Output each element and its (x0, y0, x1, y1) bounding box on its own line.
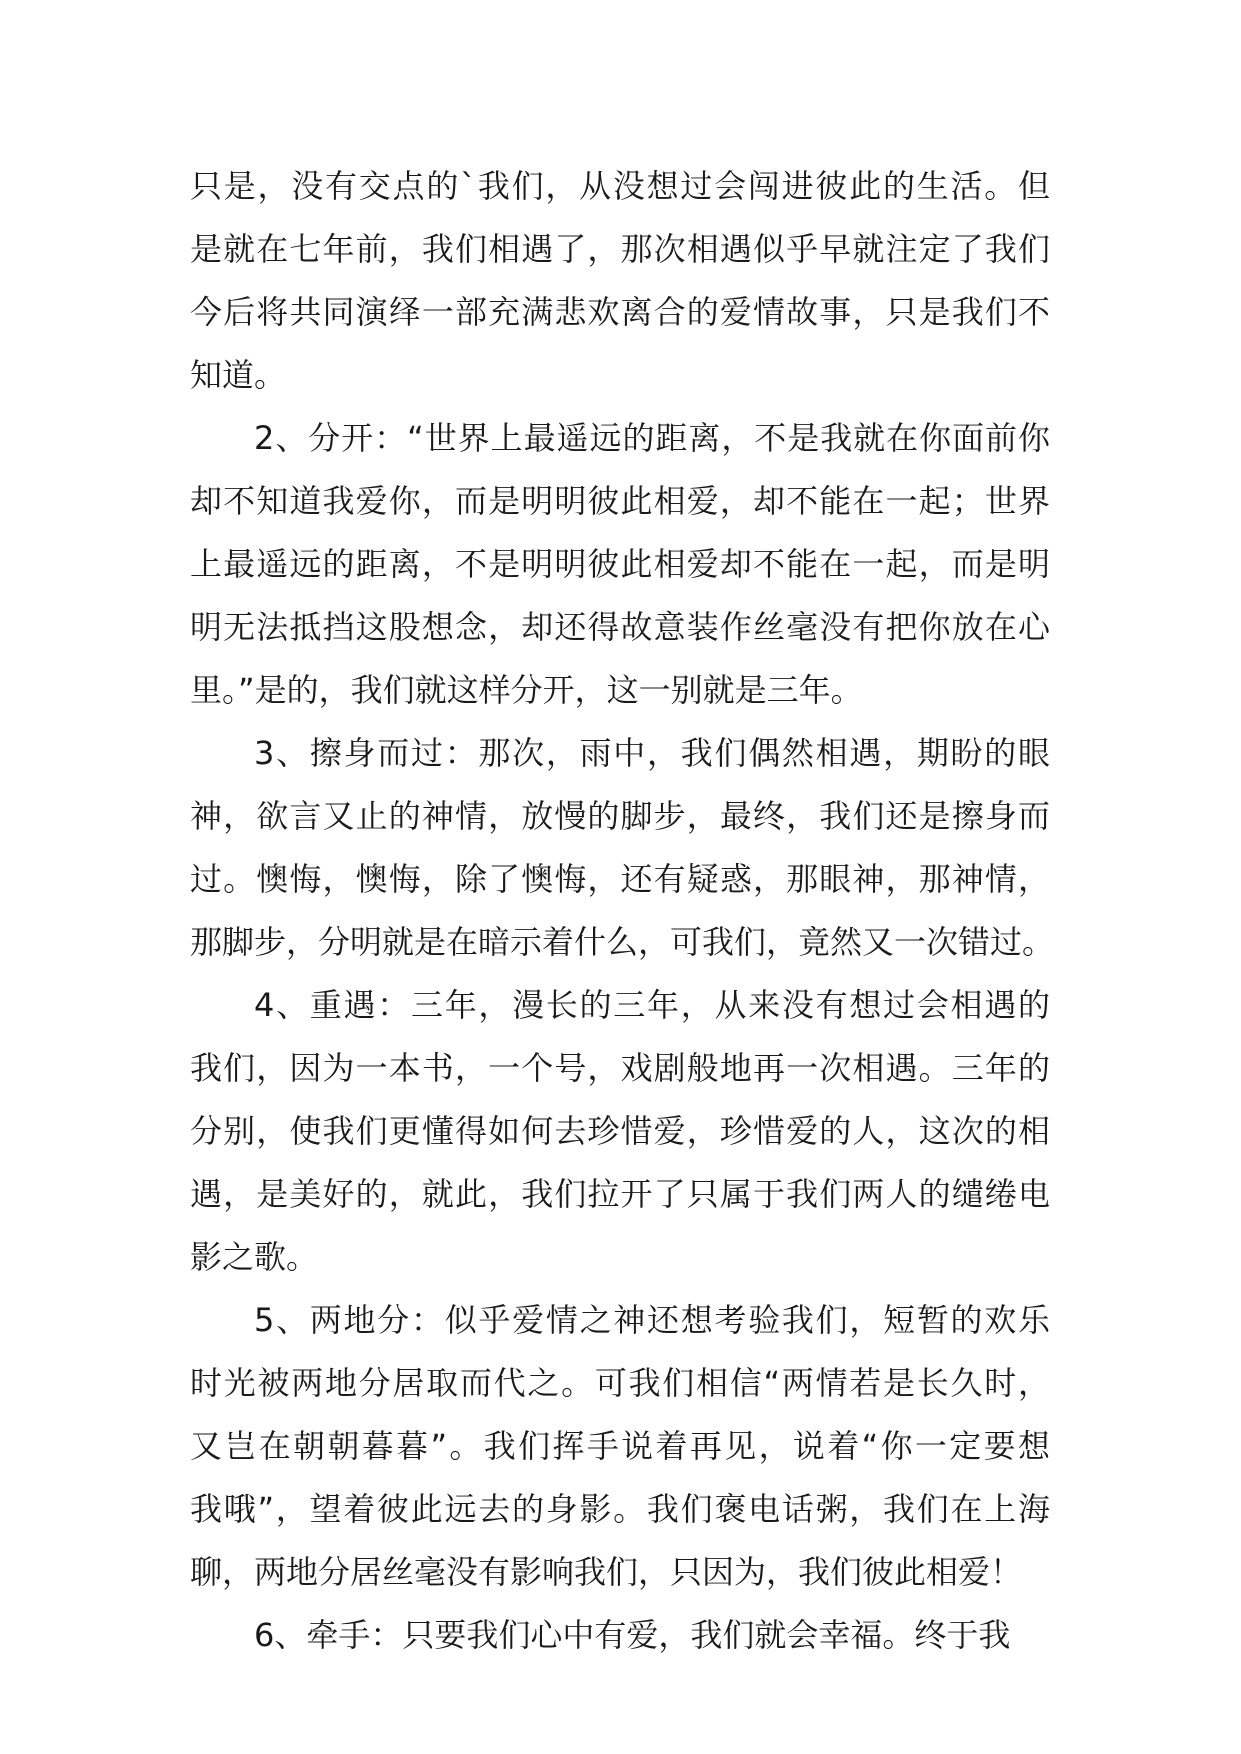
text-line: 是就在七年前，我们相遇了，那次相遇似乎早就注定了我们 (190, 230, 1050, 268)
paragraph-heading-line: 6、牵手：只要我们心中有爱，我们就会幸福。终于我 (254, 1616, 1011, 1654)
text-line: 影之歌。 (190, 1238, 319, 1276)
text-line: 只是，没有交点的`我们，从没想过会闯进彼此的生活。但 (190, 167, 1050, 205)
text-line: 那脚步，分明就是在暗示着什么，可我们，竟然又一次错过。 (190, 923, 1055, 961)
text-line: 聊，两地分居丝毫没有影响我们，只因为，我们彼此相爱！ (190, 1553, 1023, 1591)
text-line: 又岂在朝朝暮暮”。我们挥手说着再见，说着“你一定要想 (190, 1427, 1050, 1465)
text-line: 里。”是的，我们就这样分开，这一别就是三年。 (190, 671, 863, 709)
paragraph-heading-line: 3、擦身而过：那次，雨中，我们偶然相遇，期盼的眼 (254, 734, 1050, 772)
text-line: 却不知道我爱你，而是明明彼此相爱，却不能在一起；世界 (190, 482, 1050, 520)
text-line: 遇，是美好的，就此，我们拉开了只属于我们两人的缱绻电 (190, 1175, 1050, 1213)
text-line: 分别，使我们更懂得如何去珍惜爱，珍惜爱的人，这次的相 (190, 1112, 1050, 1150)
text-line: 知道。 (190, 356, 287, 394)
paragraph-heading-line: 5、两地分：似乎爱情之神还想考验我们，短暂的欢乐 (254, 1301, 1050, 1339)
text-line: 上最遥远的距离，不是明明彼此相爱却不能在一起，而是明 (190, 545, 1050, 583)
text-line: 神，欲言又止的神情，放慢的脚步，最终，我们还是擦身而 (190, 797, 1050, 835)
text-line: 明无法抵挡这股想念，却还得故意装作丝毫没有把你放在心 (190, 608, 1050, 646)
text-line: 今后将共同演绎一部充满悲欢离合的爱情故事，只是我们不 (190, 293, 1050, 331)
text-line: 我哦”，望着彼此远去的身影。我们褒电话粥，我们在上海 (190, 1490, 1050, 1528)
paragraph-heading-line: 2、分开：“世界上最遥远的距离，不是我就在你面前你 (254, 419, 1050, 457)
text-line: 我们，因为一本书，一个号，戏剧般地再一次相遇。三年的 (190, 1049, 1050, 1087)
paragraph-heading-line: 4、重遇：三年，漫长的三年，从来没有想过会相遇的 (254, 986, 1050, 1024)
text-line: 时光被两地分居取而代之。可我们相信“两情若是长久时， (190, 1364, 1050, 1402)
text-line: 过。懊悔，懊悔，除了懊悔，还有疑惑，那眼神，那神情， (190, 860, 1050, 898)
